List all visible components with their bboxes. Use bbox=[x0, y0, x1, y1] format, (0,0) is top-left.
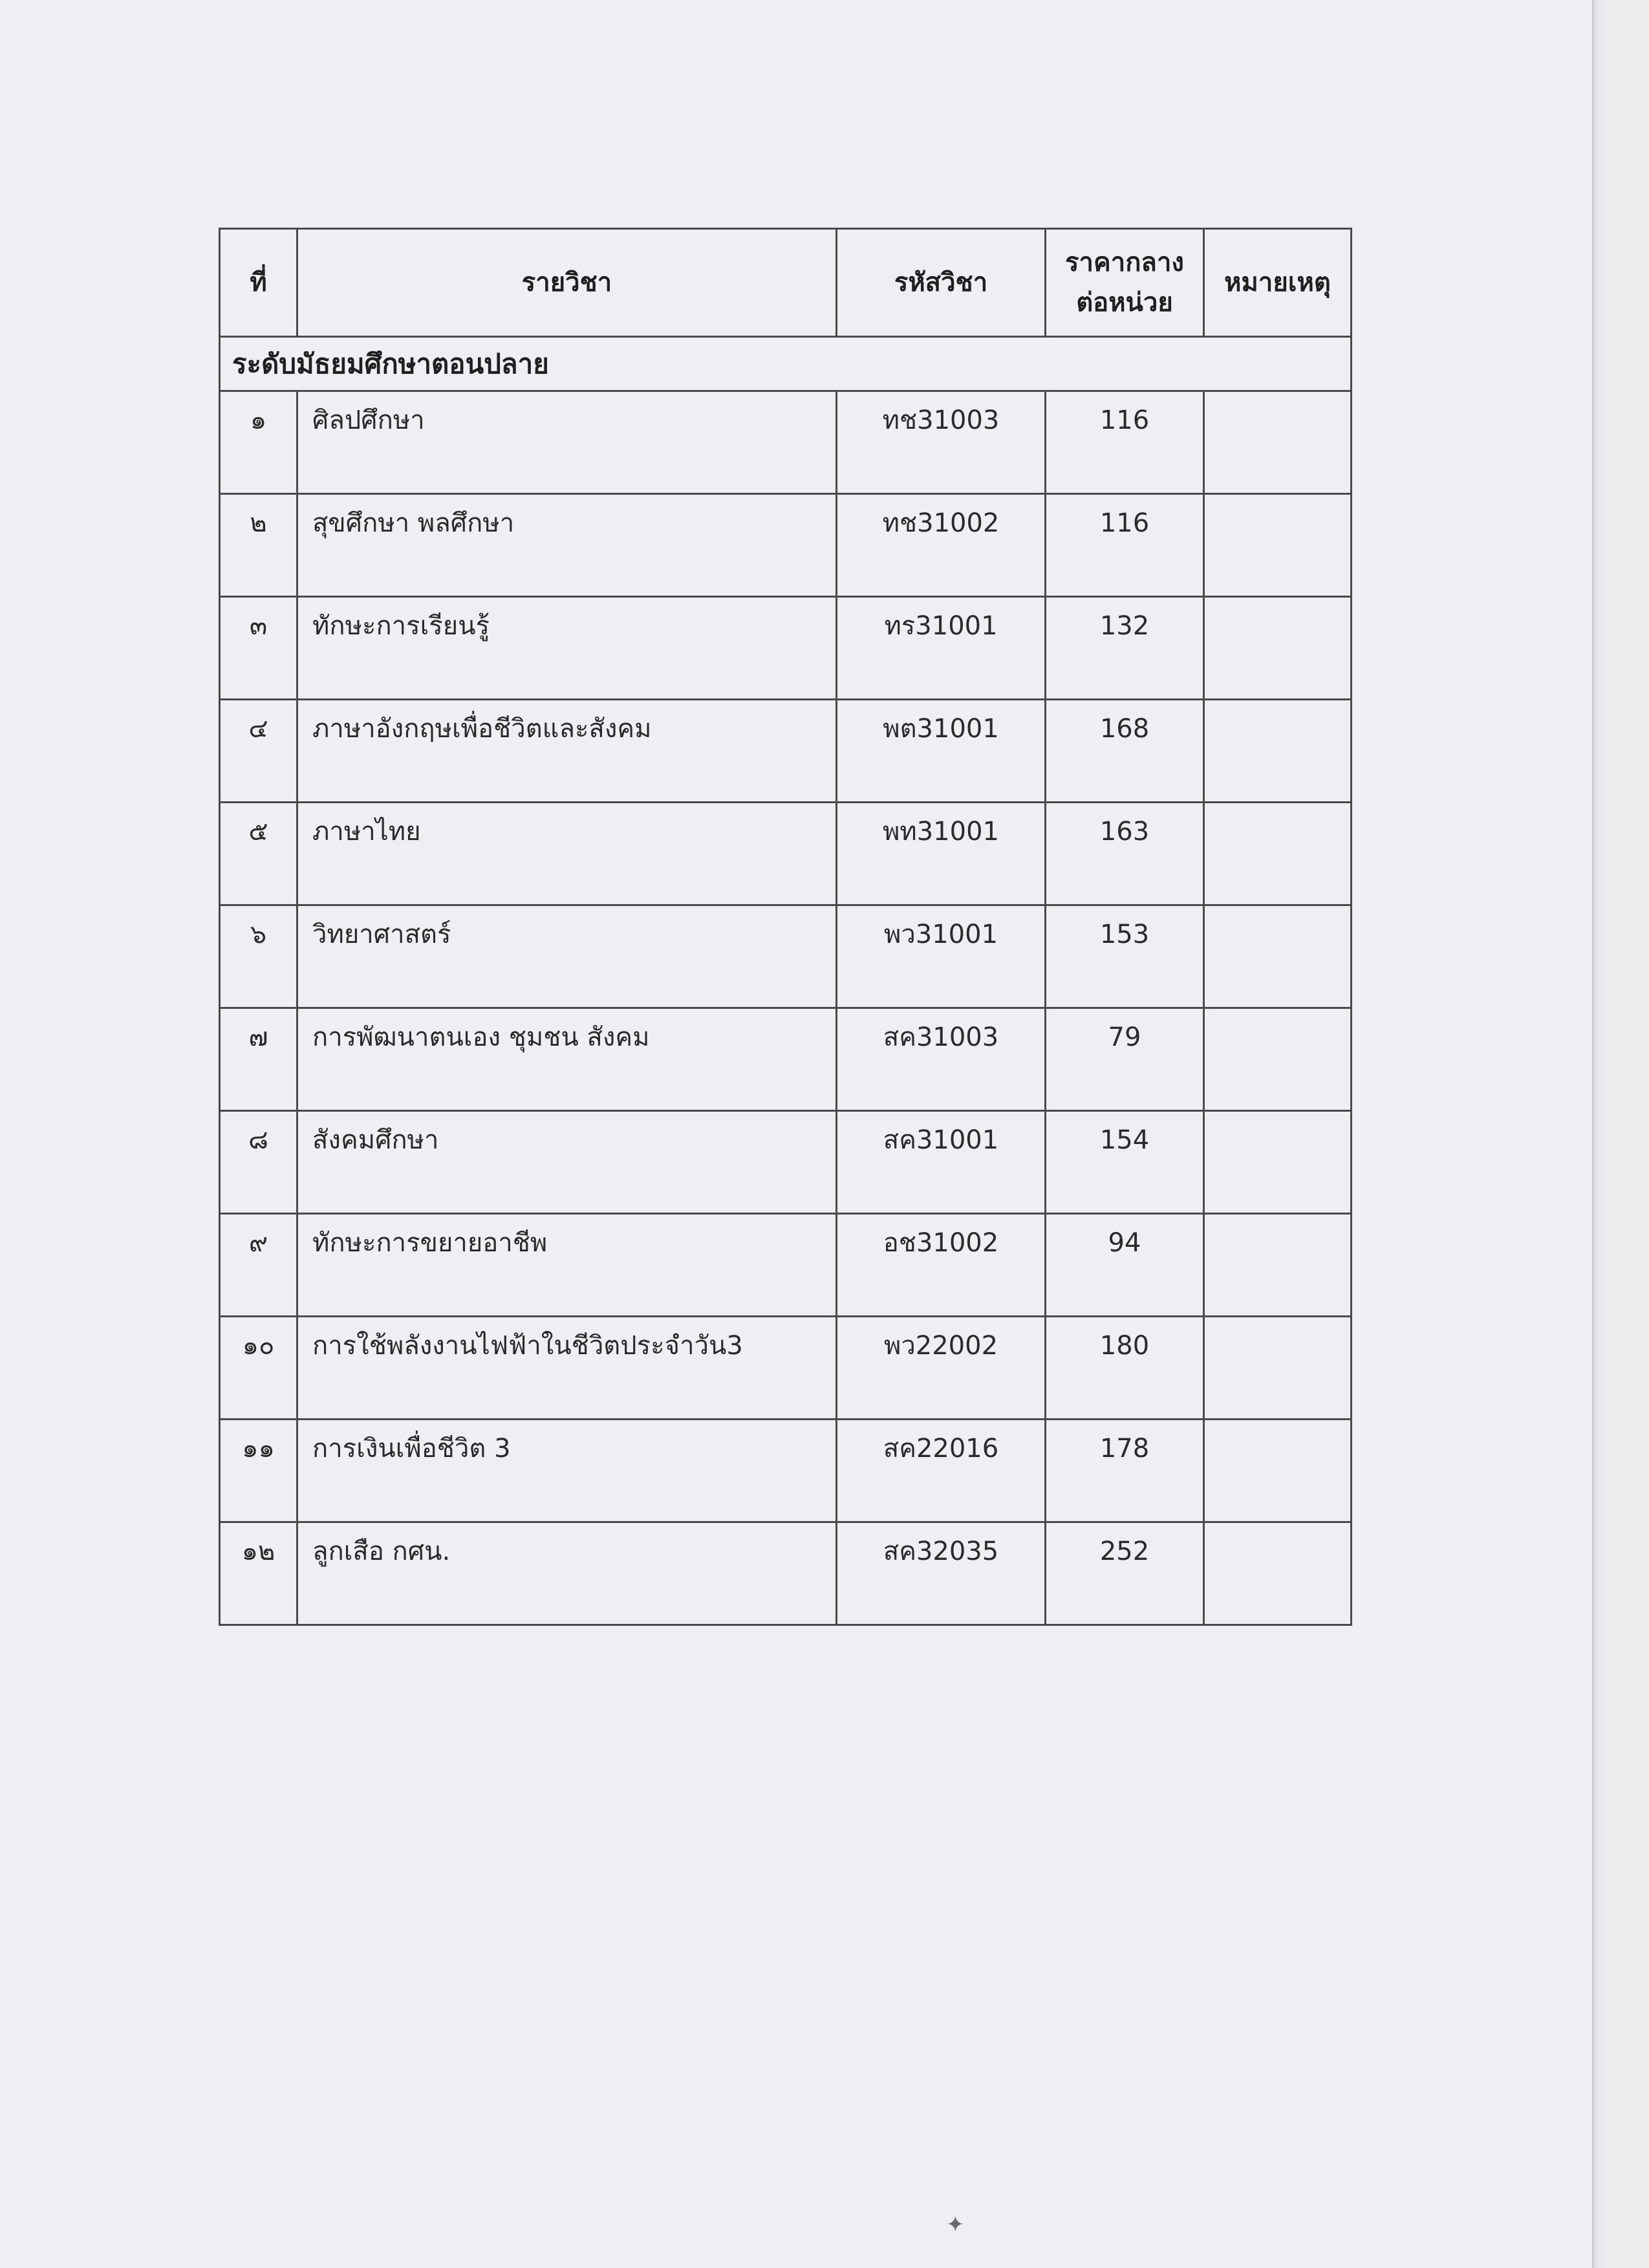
page-edge bbox=[1592, 0, 1649, 2268]
table-row bbox=[220, 597, 1352, 700]
row-note bbox=[1204, 1214, 1352, 1317]
row-price: 163 bbox=[1046, 803, 1204, 905]
table-row bbox=[220, 1317, 1352, 1420]
row-note bbox=[1204, 1420, 1352, 1522]
row-subject: ทักษะการขยายอาชีพ bbox=[297, 1214, 837, 1317]
row-note bbox=[1204, 597, 1352, 700]
row-price: 116 bbox=[1046, 494, 1204, 597]
row-price: 132 bbox=[1046, 597, 1204, 700]
section-title: ระดับมัธยมศึกษาตอนปลาย bbox=[220, 337, 1352, 391]
table-row bbox=[220, 391, 1352, 494]
row-subject: ลูกเสือ กศน. bbox=[297, 1522, 837, 1625]
row-subject: วิทยาศาสตร์ bbox=[297, 905, 837, 1008]
row-code: พท31001 bbox=[837, 803, 1046, 905]
section-row bbox=[220, 337, 1352, 391]
header-no: ที่ bbox=[220, 229, 297, 337]
row-price: 153 bbox=[1046, 905, 1204, 1008]
row-note bbox=[1204, 391, 1352, 494]
row-note bbox=[1204, 700, 1352, 803]
row-subject: การเงินเพื่อชีวิต 3 bbox=[297, 1420, 837, 1522]
row-number: ๑๑ bbox=[220, 1420, 297, 1522]
row-price: 116 bbox=[1046, 391, 1204, 494]
row-number: ๑๒ bbox=[220, 1522, 297, 1625]
row-note bbox=[1204, 905, 1352, 1008]
row-number: ๑๐ bbox=[220, 1317, 297, 1420]
scan-mark: ✦ bbox=[946, 2212, 965, 2238]
row-number: ๙ bbox=[220, 1214, 297, 1317]
row-code: อช31002 bbox=[837, 1214, 1046, 1317]
row-subject: ศิลปศึกษา bbox=[297, 391, 837, 494]
table-row bbox=[220, 1111, 1352, 1214]
table-row bbox=[220, 1008, 1352, 1111]
table-row bbox=[220, 1522, 1352, 1625]
table-row bbox=[220, 494, 1352, 597]
row-price: 79 bbox=[1046, 1008, 1204, 1111]
row-note bbox=[1204, 494, 1352, 597]
textbook-price-table bbox=[219, 228, 1352, 1626]
table-row bbox=[220, 700, 1352, 803]
row-code: ทร31001 bbox=[837, 597, 1046, 700]
row-number: ๘ bbox=[220, 1111, 297, 1214]
row-number: ๑ bbox=[220, 391, 297, 494]
row-price: 154 bbox=[1046, 1111, 1204, 1214]
row-price: 180 bbox=[1046, 1317, 1204, 1420]
row-subject: ภาษาอังกฤษเพื่อชีวิตและสังคม bbox=[297, 700, 837, 803]
row-code: สค22016 bbox=[837, 1420, 1046, 1522]
row-subject: สังคมศึกษา bbox=[297, 1111, 837, 1214]
row-code: ทช31003 bbox=[837, 391, 1046, 494]
row-code: พต31001 bbox=[837, 700, 1046, 803]
row-subject: ทักษะการเรียนรู้ bbox=[297, 597, 837, 700]
table-row bbox=[220, 1214, 1352, 1317]
row-subject: การใช้พลังงานไฟฟ้าในชีวิตประจำวัน3 bbox=[297, 1317, 837, 1420]
row-number: ๖ bbox=[220, 905, 297, 1008]
header-row bbox=[220, 229, 1352, 337]
row-price: 168 bbox=[1046, 700, 1204, 803]
row-subject: ภาษาไทย bbox=[297, 803, 837, 905]
header-price-line2: ต่อหน่วย bbox=[1076, 288, 1173, 318]
row-subject: สุขศึกษา พลศึกษา bbox=[297, 494, 837, 597]
row-number: ๕ bbox=[220, 803, 297, 905]
row-code: สค31003 bbox=[837, 1008, 1046, 1111]
header-code: รหัสวิชา bbox=[837, 229, 1046, 337]
table-row bbox=[220, 803, 1352, 905]
row-subject: การพัฒนาตนเอง ชุมชน สังคม bbox=[297, 1008, 837, 1111]
row-number: ๔ bbox=[220, 700, 297, 803]
row-note bbox=[1204, 1111, 1352, 1214]
table-row bbox=[220, 1420, 1352, 1522]
table-row bbox=[220, 905, 1352, 1008]
row-code: พว31001 bbox=[837, 905, 1046, 1008]
row-note bbox=[1204, 1522, 1352, 1625]
header-subject: รายวิชา bbox=[297, 229, 837, 337]
row-number: ๓ bbox=[220, 597, 297, 700]
row-note bbox=[1204, 1008, 1352, 1111]
row-code: ทช31002 bbox=[837, 494, 1046, 597]
header-note: หมายเหตุ bbox=[1204, 229, 1352, 337]
row-price: 252 bbox=[1046, 1522, 1204, 1625]
header-price bbox=[1046, 229, 1204, 337]
row-note bbox=[1204, 1317, 1352, 1420]
row-code: สค31001 bbox=[837, 1111, 1046, 1214]
row-code: สค32035 bbox=[837, 1522, 1046, 1625]
header-price-line1: ราคากลาง bbox=[1065, 248, 1184, 277]
row-number: ๗ bbox=[220, 1008, 297, 1111]
row-number: ๒ bbox=[220, 494, 297, 597]
row-price: 94 bbox=[1046, 1214, 1204, 1317]
row-code: พว22002 bbox=[837, 1317, 1046, 1420]
row-price: 178 bbox=[1046, 1420, 1204, 1522]
row-note bbox=[1204, 803, 1352, 905]
